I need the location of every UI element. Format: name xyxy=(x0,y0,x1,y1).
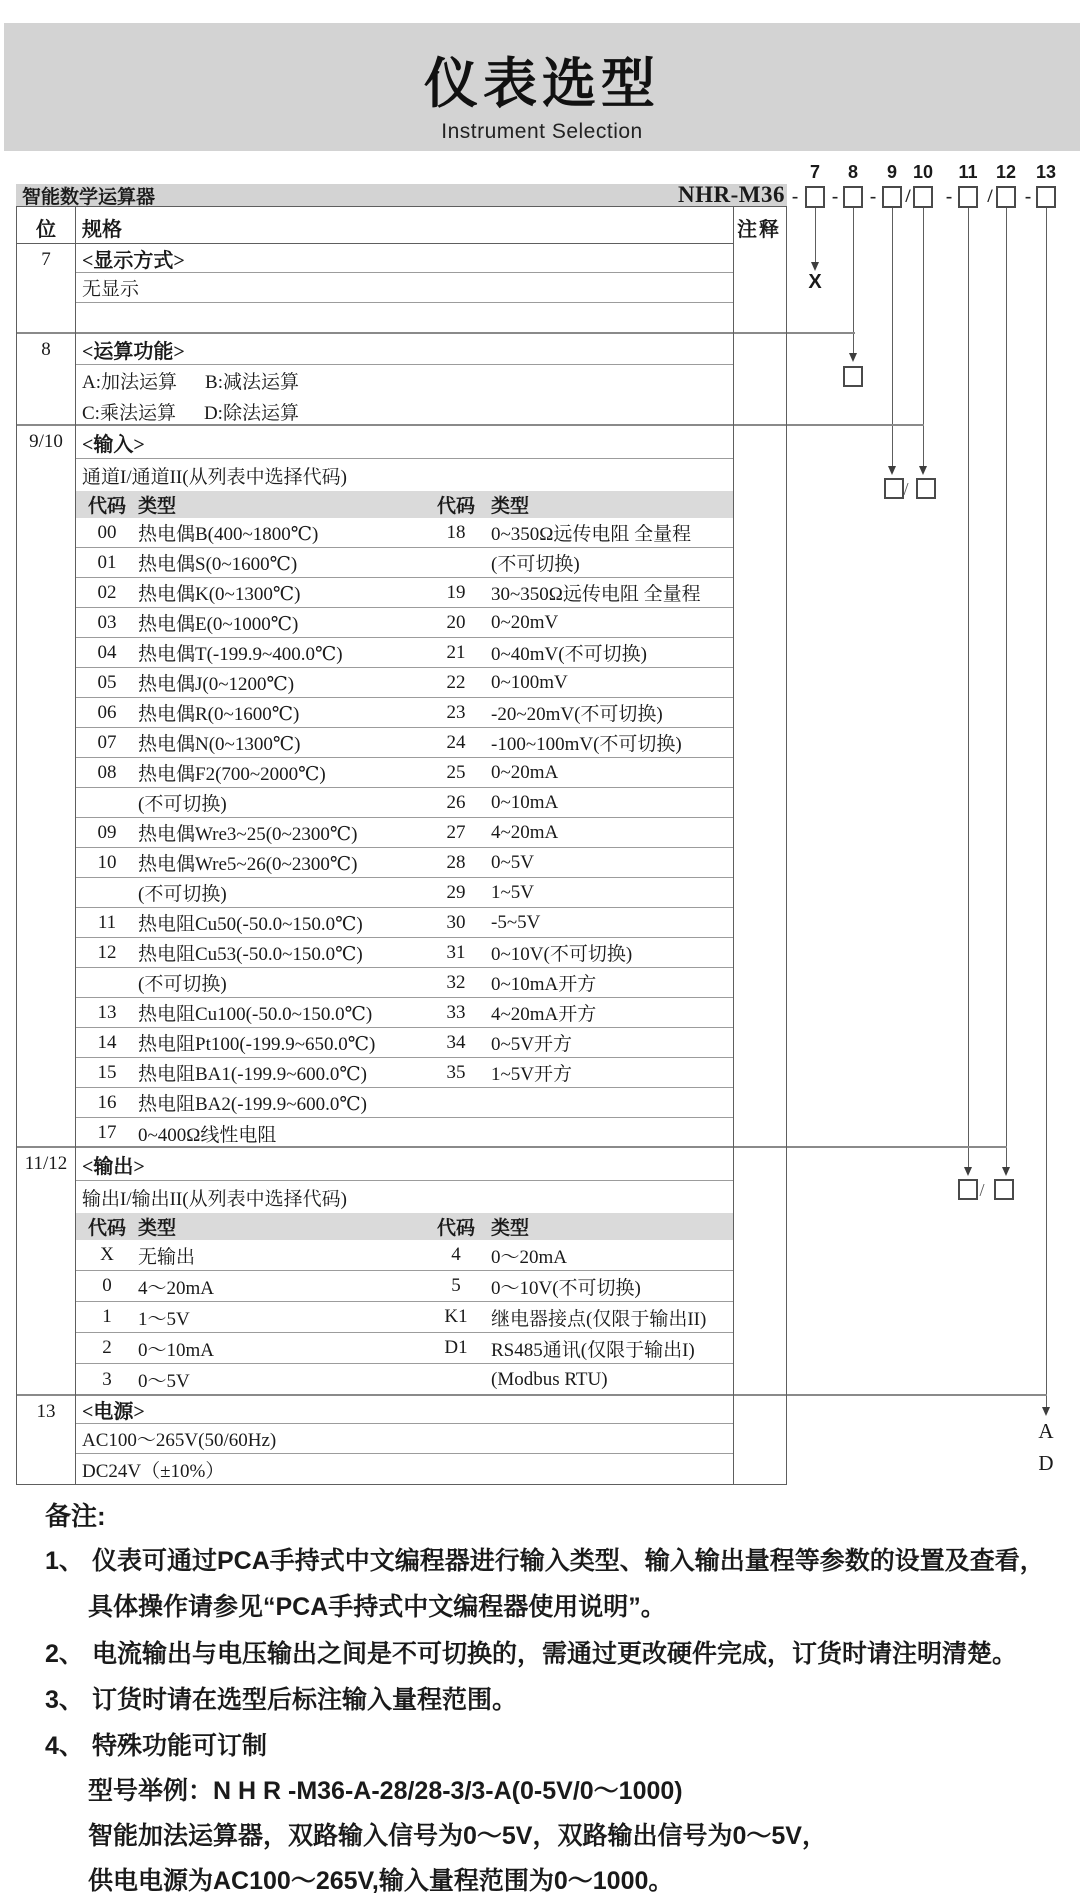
input-code-rows xyxy=(76,518,733,1148)
power-option-ac: AC100～265V(50/60Hz) xyxy=(76,1424,733,1454)
leader-line-10 xyxy=(923,208,924,466)
code-1: 09 xyxy=(97,821,117,843)
type-1: 热电阻Cu100(-50.0~150.0℃) xyxy=(138,1004,373,1025)
input-code-row xyxy=(76,1118,733,1148)
remark-item-1-cont xyxy=(45,1587,1075,1623)
remark-text: 具体操作请参见“PCA手持式中文编程器使用说明”。 xyxy=(88,1593,666,1621)
code-box-11 xyxy=(958,186,978,208)
note-cell xyxy=(733,244,786,334)
type-2: 0~5V开方 xyxy=(491,1034,573,1055)
note-cell xyxy=(733,334,786,426)
arrow-down-icon xyxy=(849,353,857,362)
type-2: 0～10V(不可切换) xyxy=(491,1277,641,1299)
code-1: 0 xyxy=(102,1275,112,1296)
op-option-b: B:减法运算 xyxy=(205,372,299,393)
code-1: 15 xyxy=(97,1061,117,1083)
input-code-row xyxy=(76,1058,733,1088)
leader-line-12 xyxy=(1006,208,1007,1167)
type-1: 热电偶S(0~1600℃) xyxy=(138,554,298,575)
section-operation xyxy=(17,334,786,426)
remark-text: 型号举例：N H R -M36-A-28/28-3/3-A(0-5V/0～1000) xyxy=(88,1777,683,1805)
type-2: 1~5V xyxy=(491,881,535,903)
position-label: 7 xyxy=(17,244,76,334)
digit-label-13: 13 xyxy=(1035,162,1057,182)
output-code-row xyxy=(76,1333,733,1364)
remark-text: 电流输出与电压输出之间是不可切换的，需通过更改硬件完成，订货时请注明清楚。 xyxy=(92,1640,1018,1668)
type-2: -20~20mV(不可切换) xyxy=(491,704,663,725)
input-code-row xyxy=(76,698,733,728)
power-code-d: D xyxy=(1038,1451,1054,1475)
type-col-header: 类型 xyxy=(491,496,530,517)
code-box-10 xyxy=(913,186,933,208)
code-2: 34 xyxy=(446,1031,466,1053)
output-code-box-2 xyxy=(994,1179,1014,1200)
type-1: 4～20mA xyxy=(138,1277,215,1299)
type-1: 0~400Ω线性电阻 xyxy=(138,1124,277,1146)
code-1: 01 xyxy=(97,551,117,573)
type-2: 0~10mA xyxy=(491,791,559,813)
section-title: <输入> xyxy=(76,426,733,459)
type-2: (Modbus RTU) xyxy=(491,1368,608,1390)
type-2: 0~10mA开方 xyxy=(491,974,597,995)
input-code-row xyxy=(76,848,733,878)
remarks-label: 备注: xyxy=(45,1501,106,1531)
type-2: 0~5V xyxy=(491,851,535,873)
op-option-c: C:乘法运算 xyxy=(82,402,176,424)
input-code-row xyxy=(76,518,733,548)
arrow-down-icon xyxy=(1042,1407,1050,1416)
remark-text: 特殊功能可订制 xyxy=(92,1732,268,1760)
type-2: 0~350Ω远传电阻 全量程 xyxy=(491,524,692,545)
remark-text: 供电电源为AC100～265V,输入量程范围为0～1000。 xyxy=(88,1867,674,1895)
code-1: 10 xyxy=(97,851,117,873)
arrow-down-icon xyxy=(1002,1167,1010,1176)
input-code-box-2 xyxy=(916,478,936,499)
code-1: X xyxy=(100,1244,114,1265)
operation-code-box xyxy=(843,366,863,387)
title-banner xyxy=(4,23,1080,151)
remark-item-1 xyxy=(45,1541,1075,1577)
code-1: 12 xyxy=(97,941,117,963)
type-1: 热电偶R(0~1600℃) xyxy=(138,704,300,725)
remark-item-3 xyxy=(45,1680,1075,1716)
type-2: -100~100mV(不可切换) xyxy=(491,734,682,755)
code-separator: - xyxy=(791,186,799,207)
type-1: 热电偶K(0~1300℃) xyxy=(138,584,301,605)
type-2: RS485通讯(仅限于输出I) xyxy=(491,1339,695,1361)
leader-line-9 xyxy=(892,208,893,466)
code-2: D1 xyxy=(444,1337,468,1358)
digit-label-10: 10 xyxy=(912,162,934,182)
input-code-row xyxy=(76,998,733,1028)
type-2: 1~5V开方 xyxy=(491,1064,573,1085)
remark-number: 1、 xyxy=(45,1547,84,1575)
section-title: <输出> xyxy=(76,1148,733,1181)
input-code-row xyxy=(76,578,733,608)
type-1: (不可切换) xyxy=(138,884,227,905)
code-2: 30 xyxy=(446,911,466,933)
code-box-12 xyxy=(996,186,1016,208)
digit-label-7: 7 xyxy=(809,162,820,182)
remark-item-4 xyxy=(45,1726,1075,1762)
code-1: 14 xyxy=(97,1031,117,1053)
spec-row-empty xyxy=(76,303,733,334)
code-1: 04 xyxy=(97,641,117,663)
type-1: 热电偶J(0~1200℃) xyxy=(138,674,295,695)
position-label: 9/10 xyxy=(17,426,76,1148)
type-2: 0~40mV(不可切换) xyxy=(491,644,647,665)
remark-text: 智能加法运算器，双路输入信号为0～5V，双路输出信号为0～5V， xyxy=(88,1822,827,1850)
code-2: K1 xyxy=(444,1306,468,1327)
type-1: 1～5V xyxy=(138,1308,190,1330)
code-2: 4 xyxy=(451,1244,461,1265)
section-power xyxy=(17,1396,786,1484)
type-2: -5~5V xyxy=(491,911,541,933)
type-col-header: 类型 xyxy=(138,1218,177,1239)
position-label: 11/12 xyxy=(17,1148,76,1396)
remark-number: 2、 xyxy=(45,1640,84,1668)
remark-item-2 xyxy=(45,1634,1075,1670)
code-box-8 xyxy=(843,186,863,208)
type-1: 热电阻BA1(-199.9~600.0℃) xyxy=(138,1064,367,1085)
code-1: 17 xyxy=(97,1122,117,1143)
op-option-d: D:除法运算 xyxy=(203,402,299,424)
output-code-row xyxy=(76,1271,733,1302)
type-2: 0~100mV xyxy=(491,671,568,693)
arrow-down-icon xyxy=(919,466,927,475)
model-code: NHR-M36 xyxy=(678,182,785,207)
section-title: <显示方式> xyxy=(76,244,733,273)
code-separator: - xyxy=(831,186,839,207)
code-col-header: 代码 xyxy=(436,496,475,517)
code-2: 32 xyxy=(446,971,466,993)
input-code-row xyxy=(76,668,733,698)
spec-row xyxy=(76,365,733,396)
output-code-row xyxy=(76,1364,733,1395)
remark-text: 订货时请在选型后标注输入量程范围。 xyxy=(92,1686,518,1714)
code-box-9 xyxy=(882,186,902,208)
type-1: (不可切换) xyxy=(138,794,227,815)
slash-separator: / xyxy=(903,479,909,499)
code-2: 23 xyxy=(446,701,466,723)
section-title: <运算功能> xyxy=(76,334,733,365)
power-code-a: A xyxy=(1038,1419,1054,1443)
remark-item-4-desc2 xyxy=(45,1861,1075,1895)
code-separator: - xyxy=(1024,186,1032,207)
code-separator: / xyxy=(905,186,911,207)
type-1: 热电偶B(400~1800℃) xyxy=(138,524,319,545)
code-2: 20 xyxy=(446,611,466,633)
section-subtitle: 通道I/通道II(从列表中选择代码) xyxy=(82,466,347,488)
code-2: 24 xyxy=(446,731,466,753)
code-2: 31 xyxy=(446,941,466,963)
section-title: <电源> xyxy=(76,1396,733,1424)
code-2: 22 xyxy=(446,671,466,693)
input-code-row xyxy=(76,968,733,998)
position-label: 8 xyxy=(17,334,76,426)
code-2: 26 xyxy=(446,791,466,813)
output-code-rows xyxy=(76,1240,733,1395)
code-2: 19 xyxy=(446,581,466,603)
code-2: 29 xyxy=(446,881,466,903)
type-1: 0～10mA xyxy=(138,1339,215,1361)
type-2: 0~20mV xyxy=(491,611,559,633)
leader-line-7 xyxy=(815,208,816,262)
col-header-spec: 规格 xyxy=(76,207,733,244)
code-2: 25 xyxy=(446,761,466,783)
code-1: 16 xyxy=(97,1091,117,1113)
code-1: 1 xyxy=(102,1306,112,1327)
page-subtitle: Instrument Selection xyxy=(441,120,643,143)
type-1: 热电偶F2(700~2000℃) xyxy=(138,764,326,785)
op-option-a: A:加法运算 xyxy=(82,372,178,393)
type-1: 热电阻Pt100(-199.9~650.0℃) xyxy=(138,1034,376,1055)
type-col-header: 类型 xyxy=(138,496,177,517)
note-cell xyxy=(733,426,786,1148)
input-code-row xyxy=(76,1088,733,1118)
code-1: 00 xyxy=(97,521,117,543)
input-code-row xyxy=(76,1028,733,1058)
input-code-row xyxy=(76,758,733,788)
code-2: 21 xyxy=(446,641,466,663)
code-2: 18 xyxy=(446,521,466,543)
display-code-x: X xyxy=(808,271,822,293)
code-separator: / xyxy=(987,186,993,207)
product-name: 智能数学运算器 xyxy=(22,186,156,208)
section-display-mode xyxy=(17,244,786,334)
input-code-row xyxy=(76,608,733,638)
power-option-dc: DC24V（±10%） xyxy=(82,1460,225,1482)
slash-separator: / xyxy=(979,1180,985,1200)
section-subtitle: 输出I/输出II(从列表中选择代码) xyxy=(82,1188,347,1210)
type-1: 热电偶Wre3~25(0~2300℃) xyxy=(138,824,358,845)
code-1: 07 xyxy=(97,731,117,753)
type-col-header: 类型 xyxy=(491,1218,530,1239)
code-1: 02 xyxy=(97,581,117,603)
code-separator: - xyxy=(945,186,953,207)
code-col-header: 代码 xyxy=(87,1218,126,1239)
type-2: 4~20mA xyxy=(491,821,559,843)
code-1: 3 xyxy=(102,1368,112,1390)
type-1: 热电偶N(0~1300℃) xyxy=(138,734,301,755)
code-table-header xyxy=(76,491,733,518)
code-2: 35 xyxy=(446,1061,466,1083)
remark-item-4-desc1 xyxy=(45,1816,1075,1852)
code-1: 08 xyxy=(97,761,117,783)
remark-number: 4、 xyxy=(45,1732,84,1760)
product-bar xyxy=(16,184,787,206)
arrow-down-icon xyxy=(888,466,896,475)
input-code-row xyxy=(76,908,733,938)
type-1: 热电阻Cu50(-50.0~150.0℃) xyxy=(138,914,363,935)
code-1: 11 xyxy=(97,911,117,933)
digit-label-9: 9 xyxy=(886,162,897,182)
selection-table xyxy=(16,206,787,1485)
col-header-position: 位 xyxy=(17,207,76,244)
position-label: 13 xyxy=(17,1396,76,1484)
digit-label-12: 12 xyxy=(995,162,1017,182)
col-header-note: 注释 xyxy=(733,207,786,244)
code-box-7 xyxy=(805,186,825,208)
input-code-row xyxy=(76,818,733,848)
spec-row: 无显示 xyxy=(76,273,733,303)
input-code-row xyxy=(76,788,733,818)
digit-label-11: 11 xyxy=(958,162,978,182)
code-box-13 xyxy=(1036,186,1056,208)
type-1: 0～5V xyxy=(138,1371,190,1392)
input-code-row xyxy=(76,878,733,908)
code-1: 06 xyxy=(97,701,117,723)
type-2: 0~10V(不可切换) xyxy=(491,944,633,965)
type-2: 0~20mA xyxy=(491,761,559,783)
code-1: 03 xyxy=(97,611,117,633)
code-table-header xyxy=(76,1213,733,1240)
code-col-header: 代码 xyxy=(87,496,126,517)
remark-number: 3、 xyxy=(45,1686,84,1714)
leader-line-11 xyxy=(968,208,969,1167)
type-2: 0～20mA xyxy=(491,1246,568,1268)
output-code-row xyxy=(76,1302,733,1333)
table-header-row xyxy=(17,207,786,244)
code-2: 33 xyxy=(446,1001,466,1023)
code-col-header: 代码 xyxy=(436,1218,475,1239)
remark-text: 仪表可通过PCA手持式中文编程器进行输入类型、输入输出量程等参数的设置及查看， xyxy=(92,1547,1045,1575)
code-2: 5 xyxy=(451,1275,461,1296)
note-cell xyxy=(733,1396,786,1484)
type-1: 热电阻BA2(-199.9~600.0℃) xyxy=(138,1094,367,1115)
code-2: 28 xyxy=(446,851,466,873)
input-code-row xyxy=(76,938,733,968)
type-1: 无输出 xyxy=(138,1246,196,1268)
input-code-row xyxy=(76,728,733,758)
type-1: 热电偶Wre5~26(0~2300℃) xyxy=(138,854,358,875)
section-output xyxy=(17,1148,786,1396)
code-1: 2 xyxy=(102,1337,112,1358)
type-1: (不可切换) xyxy=(138,974,227,995)
input-code-row xyxy=(76,638,733,668)
section-input xyxy=(17,426,786,1148)
type-2: 继电器接点(仅限于输出II) xyxy=(491,1308,707,1330)
type-2: 30~350Ω远传电阻 全量程 xyxy=(491,584,701,605)
code-separator: - xyxy=(869,186,877,207)
code-1: 05 xyxy=(97,671,117,693)
digit-label-8: 8 xyxy=(847,162,858,182)
leader-line-13 xyxy=(1046,208,1047,1407)
arrow-down-icon xyxy=(811,262,819,271)
arrow-down-icon xyxy=(964,1167,972,1176)
remark-item-4-example xyxy=(45,1771,1075,1807)
input-code-row xyxy=(76,548,733,578)
spec-row xyxy=(76,396,733,426)
note-cell xyxy=(733,1148,786,1396)
page-title: 仪表选型 xyxy=(424,54,660,114)
code-2: 27 xyxy=(446,821,466,843)
code-1: 13 xyxy=(97,1001,117,1023)
type-1: 热电偶T(-199.9~400.0℃) xyxy=(138,644,343,665)
type-1: 热电阻Cu53(-50.0~150.0℃) xyxy=(138,944,363,965)
type-1: 热电偶E(0~1000℃) xyxy=(138,614,299,635)
type-2: 4~20mA开方 xyxy=(491,1004,597,1025)
type-2: (不可切换) xyxy=(491,554,580,575)
output-code-row xyxy=(76,1240,733,1271)
